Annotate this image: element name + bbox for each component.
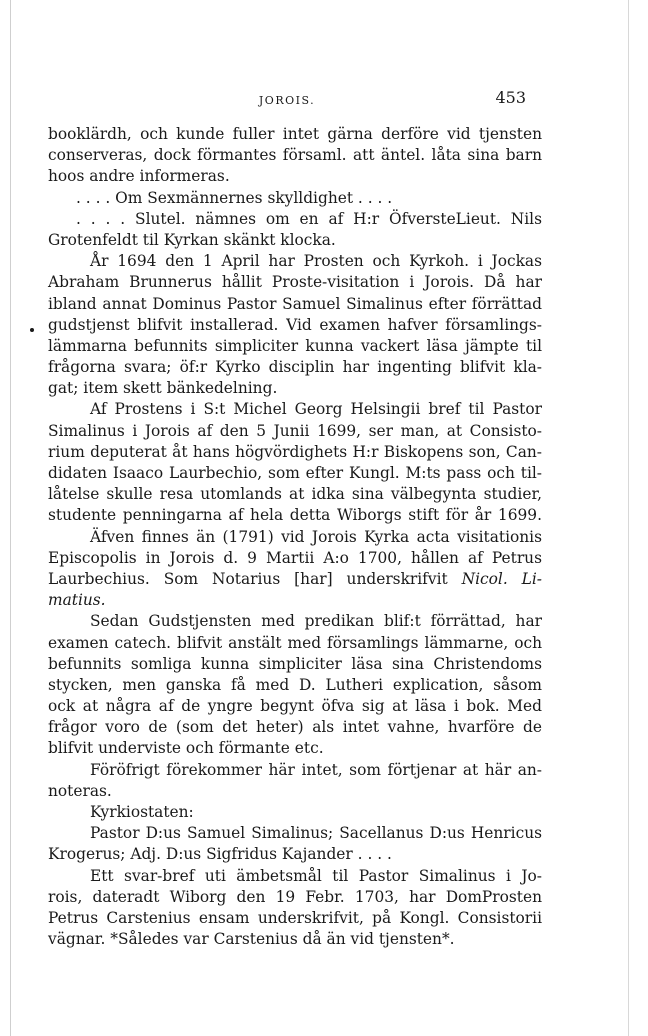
text-line: vägnar. *Således var Carstenius då än vid tjensten*. <box>48 930 455 949</box>
text-line: booklärdh, och kunde fuller intet gärna derföre vid tjensten <box>48 125 542 143</box>
text-line: Äfven finnes än (1791) vid Jorois Kyrka acta visitationis <box>90 527 542 546</box>
text-line: ock at några af de yngre begynt öfva sig at läsa i bok. Med <box>48 697 542 716</box>
text-line: lämmarna befunnits simpliciter kunna vackert läsa jämpte til <box>48 336 542 355</box>
text-line: stycken, men ganska få med D. Lutheri explication, såsom <box>48 675 542 694</box>
text-line: blifvit underviste och förmante etc. <box>48 739 324 758</box>
text-line: Petrus Carstenius ensam underskrifvit, på Kongl. Consistorii <box>48 908 542 927</box>
text-line: . . . . Slutel. nämnes om en af H:r ÖfversteLieut. Nils <box>76 209 542 228</box>
text-line-part: Laurbechius. Som Notarius [har] underskrifvit <box>48 569 448 588</box>
text-line: . . . . Om Sexmännernes skylldighet . . . . <box>76 188 393 207</box>
text-line: frågorna svara; öf:r Kyrko disciplin har ingenting blifvit kla- <box>48 358 542 377</box>
text-line: låtelse skulle resa utomlands at idka sina välbegynta studier, <box>48 485 542 504</box>
text-line: conserveras, dock förmantes församl. att äntel. låta sina barn <box>48 146 542 165</box>
text-line: Af Prostens i S:t Michel Georg Helsingii bref til Pastor <box>90 400 542 419</box>
text-line: Abraham Brunnerus hållit Proste-visitation i Jorois. Då har <box>48 273 542 292</box>
text-line: frågor voro de (som det heter) als intet vahne, hvarföre de <box>48 718 542 737</box>
scan-edge-left <box>10 0 11 1036</box>
scan-edge-right <box>628 0 629 1036</box>
margin-mark <box>30 328 34 332</box>
running-head: JOROIS. <box>258 94 316 107</box>
text-line: Sedan Gudstjensten med predikan blif:t förrättad, har <box>90 612 542 631</box>
page-number: 453 <box>495 88 526 107</box>
text-line: gudstjenst blifvit installerad. Vid examen hafver församlings- <box>48 315 542 334</box>
text-line: Episcopolis in Jorois d. 9 Martii A:o 1700, hållen af Petrus <box>48 548 542 567</box>
text-line: Föröfrigt förekommer här intet, som förtjenar at här an- <box>90 760 542 779</box>
text-line: rois, dateradt Wiborg den 19 Febr. 1703, har DomProsten <box>48 887 542 906</box>
text-line: Krogerus; Adj. D:us Sigfridus Kajander . . . . <box>48 845 392 864</box>
text-line: hoos andre informeras. <box>48 167 230 186</box>
body-text <box>48 124 542 950</box>
text-line: noteras. <box>48 781 112 800</box>
text-line: År 1694 den 1 April har Prosten och Kyrkoh. i Jockas <box>90 252 542 271</box>
italic-name-continued: matius. <box>48 591 106 610</box>
text-line: examen catech. blifvit anstält med församlings lämmarne, och <box>48 633 542 652</box>
text-line: ibland annat Dominus Pastor Samuel Simalinus efter förrättad <box>48 294 542 313</box>
italic-name: Nicol. Li- <box>461 569 542 588</box>
text-line: didaten Isaaco Laurbechio, som efter Kungl. M:ts pass och til- <box>48 464 542 482</box>
text-line: Simalinus i Jorois af den 5 Junii 1699, ser man, at Consisto- <box>48 421 542 440</box>
text-line: gat; item skett bänkedelning. <box>48 379 278 398</box>
page-header <box>48 88 526 110</box>
text-line: Pastor D:us Samuel Simalinus; Sacellanus D:us Henricus <box>90 824 542 843</box>
text-line: Ett svar-bref uti ämbetsmål til Pastor Simalinus i Jo- <box>90 866 542 885</box>
text-line: rium deputerat åt hans högvördighets H:r Biskopens son, Can- <box>48 442 542 461</box>
text-line: Kyrkiostaten: <box>90 803 194 821</box>
text-line: befunnits somliga kunna simpliciter läsa sina Christendoms <box>48 654 542 673</box>
text-line <box>48 569 542 590</box>
text-line: Grotenfeldt til Kyrkan skänkt klocka. <box>48 230 336 249</box>
text-line: studente penningarna af hela detta Wiborgs stift för år 1699. <box>48 506 542 525</box>
